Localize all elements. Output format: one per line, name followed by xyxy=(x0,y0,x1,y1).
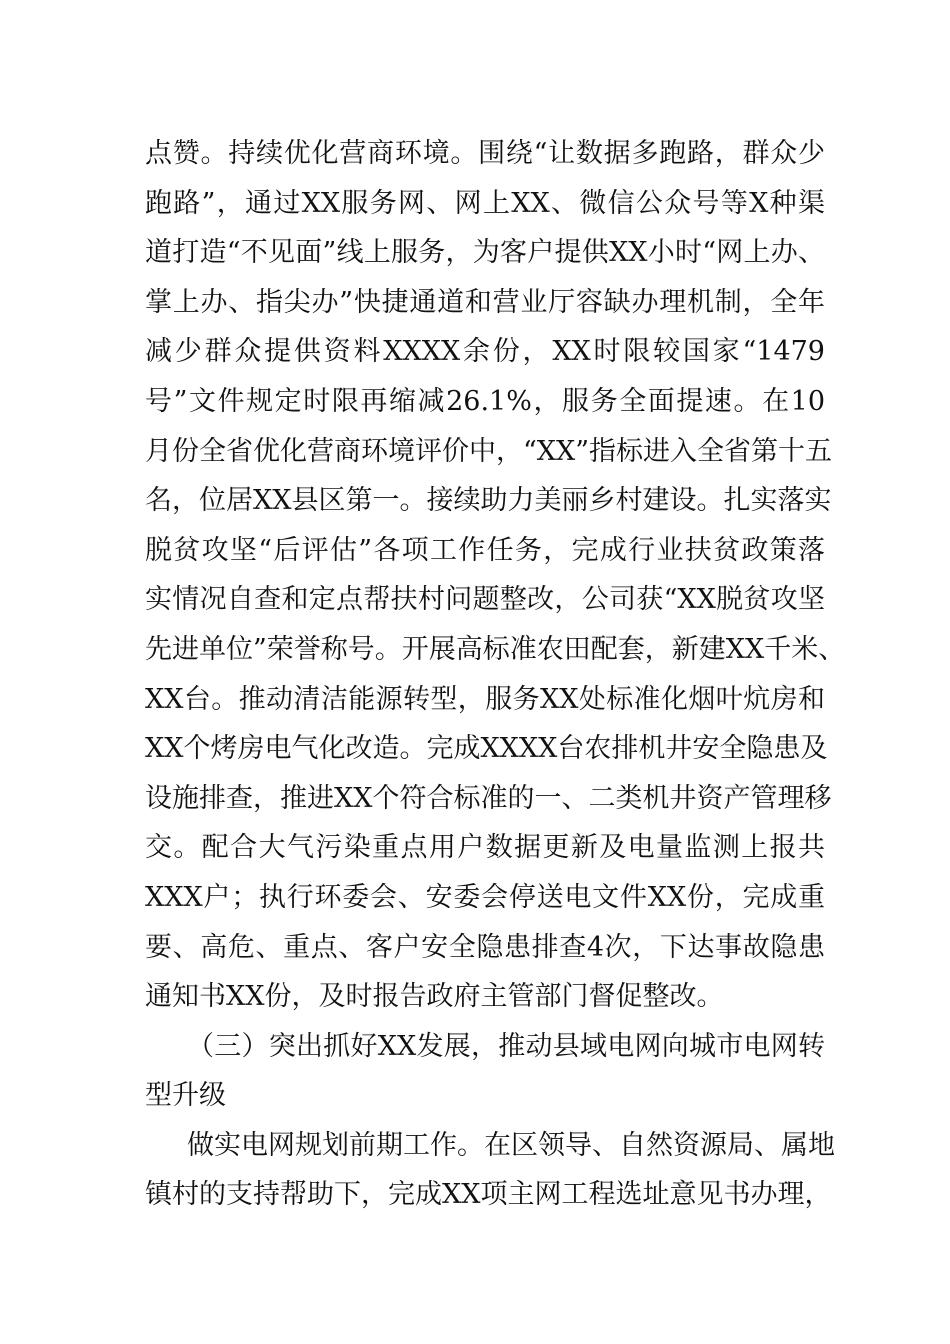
text-line: 名，位居XX县区第一。接续助力美丽乡村建设。扎实落实 xyxy=(145,485,832,517)
text-line: 实情况自查和定点帮扶村问题整改，公司获“XX脱贫攻坚 xyxy=(145,584,825,616)
text-line: 先进单位”荣誉称号。开展高标准农田配套，新建XX千米、 xyxy=(145,633,846,665)
text-line: 交。配合大气污染重点用户数据更新及电量监测上报共 xyxy=(145,832,825,864)
text-line: 脱贫攻坚“后评估”各项工作任务，完成行业扶贫政策落 xyxy=(145,534,825,566)
text-line: （三）突出抓好XX发展，推动县域电网向城市电网转 xyxy=(187,1030,825,1062)
text-line: XX台。推动清洁能源转型，服务XX处标准化烟叶炕房和 xyxy=(145,683,825,715)
text-line: 跑路”，通过XX服务网、网上XX、微信公众号等X种渠 xyxy=(145,187,825,219)
text-line: XX个烤房电气化改造。完成XXXX台农排机井安全隐患及 xyxy=(145,733,828,765)
text-line: 点赞。持续优化营商环境。围绕“让数据多跑路，群众少 xyxy=(145,138,825,169)
text-line: 道打造“不见面”线上服务，为客户提供XX小时“网上办、 xyxy=(145,237,825,269)
text-line: 镇村的支持帮助下，完成XX项主网工程选址意见书办理， xyxy=(145,1179,832,1211)
text-line: 型升级 xyxy=(145,1080,226,1112)
body-text xyxy=(145,129,846,1220)
text-line: 月份全省优化营商环境评价中，“XX”指标进入全省第十五 xyxy=(145,435,833,467)
text-line: XXX户；执行环委会、安委会停送电文件XX份，完成重 xyxy=(145,881,825,913)
text-line: 要、高危、重点、客户安全隐患排查4次，下达事故隐患 xyxy=(145,931,825,963)
text-line: 通知书XX份，及时报告政府主管部门督促整改。 xyxy=(145,981,724,1013)
text-line: 做实电网规划前期工作。在区领导、自然资源局、属地 xyxy=(187,1129,835,1161)
text-line: 减少群众提供资料XXXX余份，XX时限较国家“1479 xyxy=(145,336,825,368)
text-line: 掌上办、指尖办”快捷通道和营业厅容缺办理机制，全年 xyxy=(145,286,825,318)
text-line: 设施排查，推进XX个符合标准的一、二类机井资产管理移 xyxy=(145,782,832,814)
text-line: 号”文件规定时限再缩减26.1%，服务全面提速。在10 xyxy=(145,385,825,417)
